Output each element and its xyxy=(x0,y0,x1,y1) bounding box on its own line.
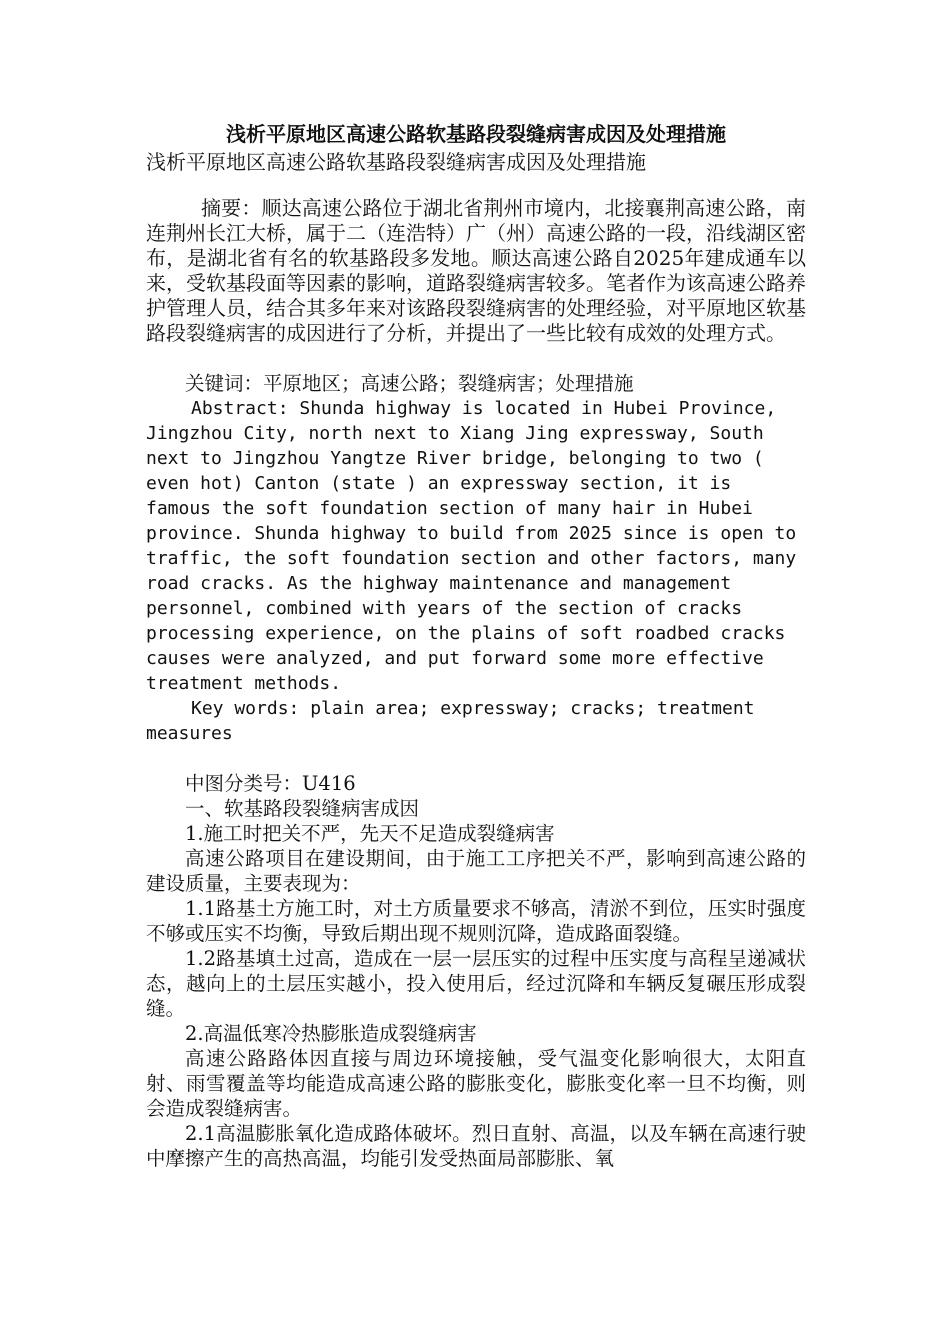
keywords-english: Key words: plain area; expressway; cracks; treatment measures xyxy=(146,698,755,744)
abstract-english: Abstract: Shunda highway is located in Hubei Province, Jingzhou City, north next to Xiang Jing expressway, South next to Jingzhou Yangtze River bridge, belonging to two ( even hot) Canton (state ) an expressway section, it is famous the soft foundation section of many hair in Hubei province. Shunda highway to build from 2025 since is open to traffic, the soft foundation section and other factors, many road cracks. As the highway maintenance and management personnel, combined with years of the section of cracks processing experience, on the plains of soft roadbed cracks causes were analyzed, and put forward some more effective treatment methods. xyxy=(146,398,797,694)
document-title: 浅析平原地区高速公路软基路段裂缝病害成因及处理措施 xyxy=(226,122,726,146)
document-subtitle: 浅析平原地区高速公路软基路段裂缝病害成因及处理措施 xyxy=(146,150,646,174)
classification-number: 中图分类号：U416 xyxy=(185,772,356,795)
subsection-heading-1-1: 1.施工时把关不严，先天不足造成裂缝病害 xyxy=(185,822,555,845)
paragraph-1-2-1: 2.1高温膨胀氧化造成路体破坏。烈日直射、高温，以及车辆在高速行驶中摩擦产生的高热高温，均能引发受热面局部膨胀、氧 xyxy=(146,1122,806,1170)
document-page xyxy=(146,120,806,1171)
paragraph-1-1-2: 1.2路基填土过高，造成在一层一层压实的过程中压实度与高程呈递减状态，越向上的土层压实越小，投入使用后，经过沉降和车辆反复碾压形成裂缝。 xyxy=(146,947,806,1020)
paragraph-1-1-1: 1.1路基土方施工时，对土方质量要求不够高，清淤不到位，压实时强度不够或压实不均衡，导致后期出现不规则沉降，造成路面裂缝。 xyxy=(146,897,806,945)
abstract-chinese: 摘要：顺达高速公路位于湖北省荆州市境内，北接襄荆高速公路，南连荆州长江大桥，属于二（连浩特）广（州）高速公路的一段，沿线湖区密布，是湖北省有名的软基路段多发地。顺达高速公路自2025年建成通车以来，受软基段面等因素的影响，道路裂缝病害较多。笔者作为该高速公路养护管理人员，结合其多年来对该路段裂缝病害的处理经验，对平原地区软基路段裂缝病害的成因进行了分析，并提出了一些比较有成效的处理方式。 xyxy=(146,196,806,345)
paragraph-1-2-intro: 高速公路路体因直接与周边环境接触，受气温变化影响很大，太阳直射、雨雪覆盖等均能造成高速公路的膨胀变化，膨胀变化率一旦不均衡，则会造成裂缝病害。 xyxy=(146,1047,806,1120)
section-heading-1: 一、软基路段裂缝病害成因 xyxy=(185,797,420,820)
subsection-heading-1-2: 2.高温低寒冷热膨胀造成裂缝病害 xyxy=(185,1022,477,1045)
paragraph-1-1-intro: 高速公路项目在建设期间，由于施工工序把关不严，影响到高速公路的建设质量，主要表现为： xyxy=(146,847,806,895)
keywords-chinese: 关键词：平原地区；高速公路；裂缝病害；处理措施 xyxy=(185,372,634,395)
spacer xyxy=(146,746,806,771)
